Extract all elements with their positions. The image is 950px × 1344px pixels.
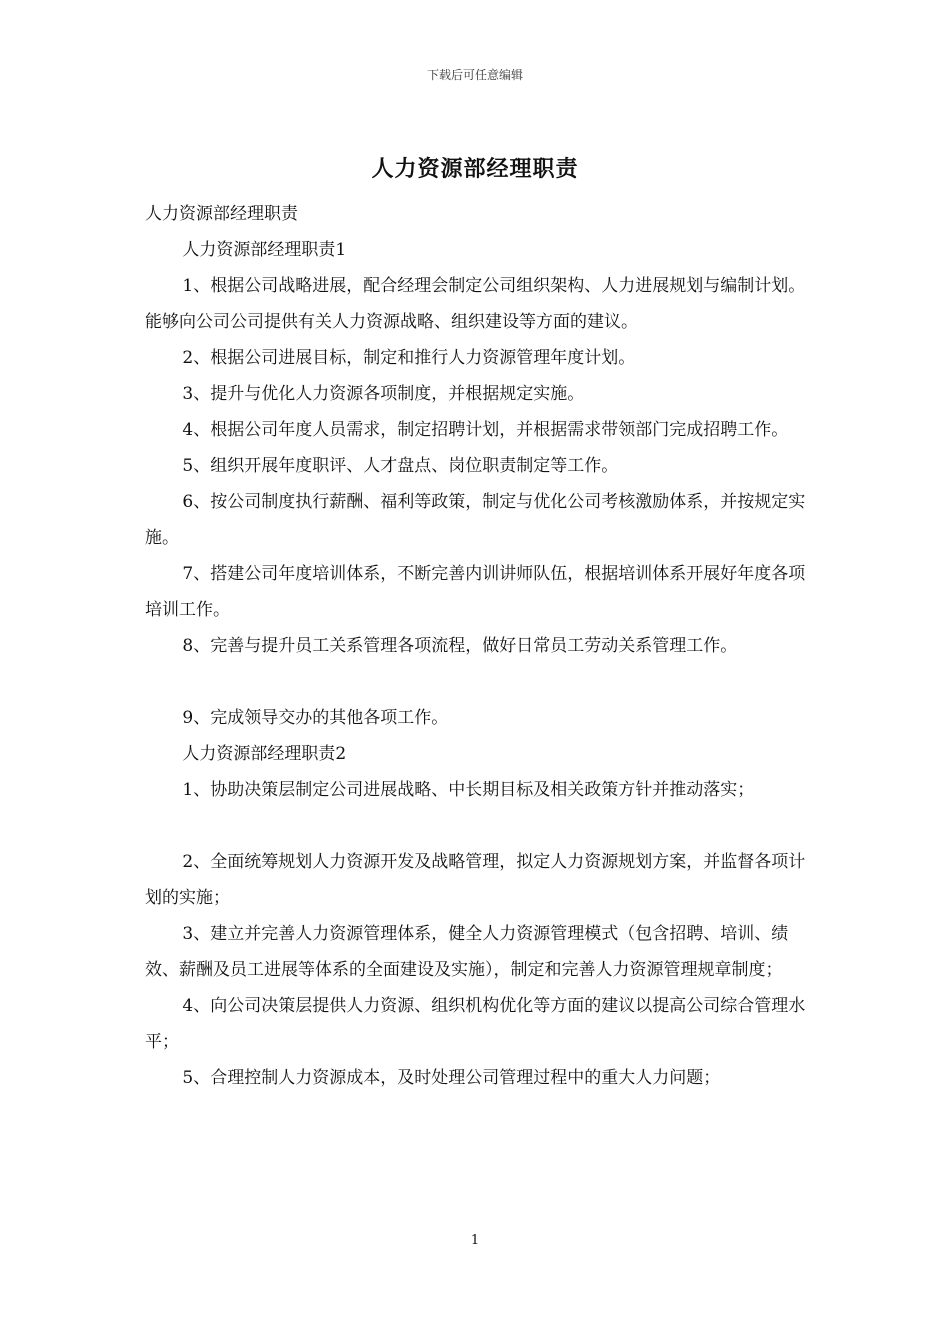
page-number: 1 [470,1233,480,1248]
paragraph-item: 2、根据公司进展目标，制定和推行人力资源管理年度计划。 [182,348,636,368]
paragraph-item: 7、搭建公司年度培训体系，不断完善内训讲师队伍，根据培训体系开展好年度各项培训工作。 [145,564,806,620]
header-note: 下载后可任意编辑 [426,68,523,82]
paragraph-item: 4、向公司决策层提供人力资源、组织机构优化等方面的建议以提高公司综合管理水平； [145,996,806,1052]
paragraph-item: 5、合理控制人力资源成本，及时处理公司管理过程中的重大人力问题； [182,1068,721,1088]
document-body [145,196,815,1096]
paragraph-item: 1、根据公司战略进展，配合经理会制定公司组织架构、人力进展规划与编制计划。能够向公司公司提供有关人力资源战略、组织建设等方面的建议。 [145,276,806,332]
document-title: 人力资源部经理职责 [371,156,579,182]
paragraph-item: 4、根据公司年度人员需求，制定招聘计划，并根据需求带领部门完成招聘工作。 [182,420,789,440]
paragraph-item: 9、完成领导交办的其他各项工作。 [182,708,449,728]
paragraph-subheading-2: 人力资源部经理职责2 [182,744,347,764]
paragraph-item: 2、全面统筹规划人力资源开发及战略管理，拟定人力资源规划方案，并监督各项计划的实施； [145,852,806,908]
paragraph-item: 6、按公司制度执行薪酬、福利等政策，制定与优化公司考核激励体系，并按规定实施。 [145,492,806,548]
paragraph-item: 1、协助决策层制定公司进展战略、中长期目标及相关政策方针并推动落实； [182,780,755,800]
paragraph-item: 3、提升与优化人力资源各项制度，并根据规定实施。 [182,384,585,404]
paragraph-section-heading: 人力资源部经理职责 [145,204,298,224]
paragraph-subheading-1: 人力资源部经理职责1 [182,240,347,260]
paragraph-item: 3、建立并完善人力资源管理体系，健全人力资源管理模式（包含招聘、培训、绩效、薪酬及员工进展等体系的全面建设及实施），制定和完善人力资源管理规章制度； [145,924,789,980]
paragraph-item: 8、完善与提升员工关系管理各项流程，做好日常员工劳动关系管理工作。 [182,636,738,656]
paragraph-item: 5、组织开展年度职评、人才盘点、岗位职责制定等工作。 [182,456,619,476]
